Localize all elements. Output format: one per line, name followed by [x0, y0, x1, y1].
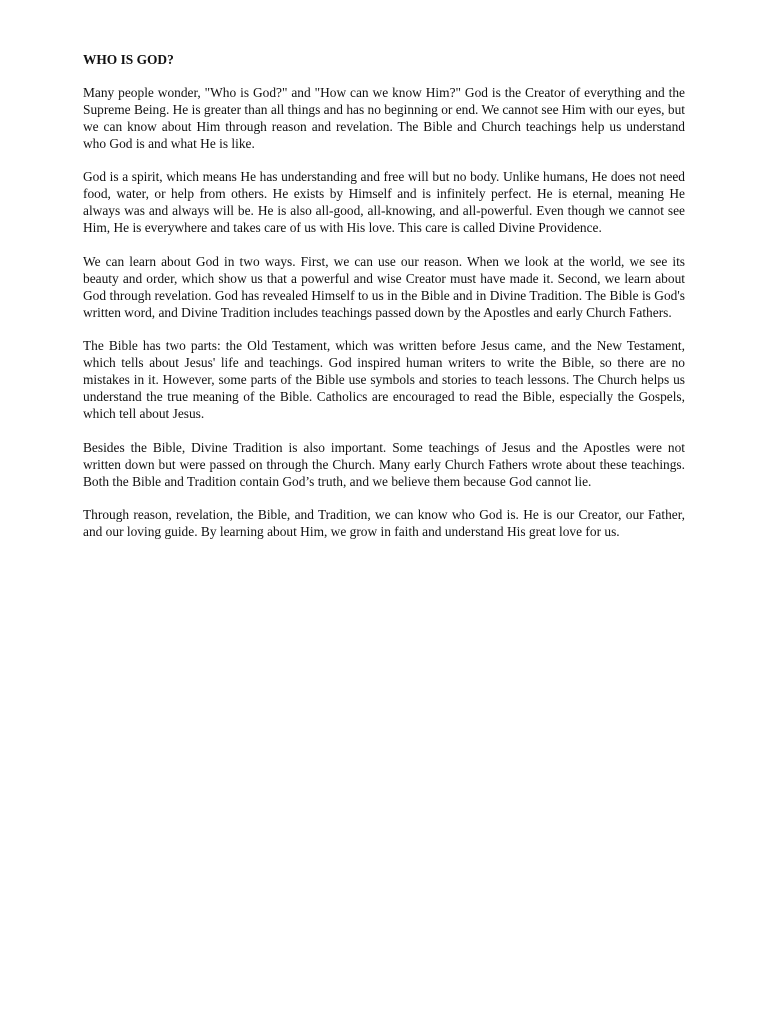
- paragraph-bible: The Bible has two parts: the Old Testament, which was written before Jesus came, and the New Testament, which tells about Jesus' life and teachings. God inspired human writers to write the Bible, so there are no mistakes in it. However, some parts of the Bible use symbols and stories to teach lessons. The Church helps us understand the true meaning of the Bible. Catholics are encouraged to read the Bible, especially the Gospels, which tell about Jesus.: [83, 338, 685, 422]
- paragraph-tradition: Besides the Bible, Divine Tradition is also important. Some teachings of Jesus and the Apostles were not written down but were passed on through the Church. Many early Church Fathers wrote about these teachings. Both the Bible and Tradition contain God’s truth, and we believe them because God cannot lie.: [83, 439, 685, 489]
- paragraph-nature-of-god: God is a spirit, which means He has understanding and free will but no body. Unlike humans, He does not need food, water, or help from others. He exists by Himself and is infinitely perfect. He is eternal, meaning He always was and always will be. He is also all-good, all-knowing, and all-powerful. Even though we cannot see Him, He is everywhere and takes care of us with His love. This care is called Divine Providence.: [83, 169, 685, 236]
- document-title: WHO IS GOD?: [83, 52, 174, 67]
- paragraph-conclusion: Through reason, revelation, the Bible, and Tradition, we can know who God is. He is our Creator, our Father, and our loving guide. By learning about Him, we grow in faith and understand His great love for us.: [83, 507, 685, 540]
- paragraph-intro: Many people wonder, "Who is God?" and "How can we know Him?" God is the Creator of everything and the Supreme Being. He is greater than all things and has no beginning or end. We cannot see Him with our eyes, but we can know about Him through reason and revelation. The Bible and Church teachings help us understand who God is and what He is like.: [83, 84, 685, 151]
- document-page: [83, 52, 685, 558]
- paragraph-two-ways: We can learn about God in two ways. First, we can use our reason. When we look at the world, we see its beauty and order, which show us that a powerful and wise Creator must have made it. Second, we learn about God through revelation. God has revealed Himself to us in the Bible and in Divine Tradition. The Bible is God's written word, and Divine Tradition includes teachings passed down by the Apostles and early Church Fathers.: [83, 253, 685, 320]
